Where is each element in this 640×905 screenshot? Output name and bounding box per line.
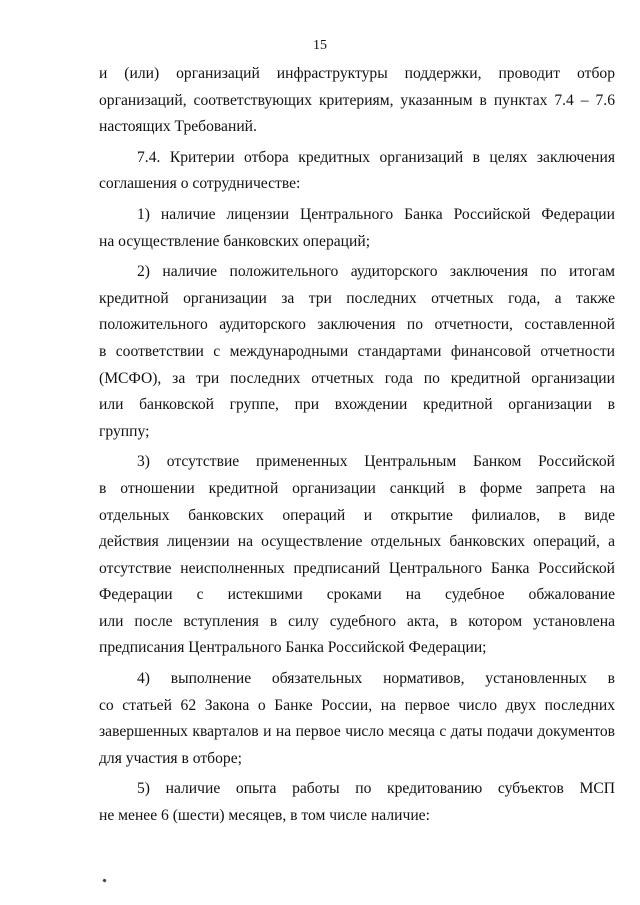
text-line: соглашения о сотрудничестве: [99, 175, 301, 193]
section-heading-line: 7.4. Критерии отбора кредитных организаций в целях заключения [137, 148, 615, 166]
text-line: со статьей 62 Закона о Банке России, на первое число двух последних [99, 696, 615, 714]
text-line: в соответствии с международными стандартами финансовой отчетности [99, 342, 615, 360]
text-line: Федерации с истекшими сроками на судебное обжалование [99, 586, 615, 604]
text-line: положительного аудиторского заключения по отчетности, составленной [99, 316, 615, 334]
text-line: 3) отсутствие примененных Центральным Банком Российской [137, 453, 615, 471]
text-line: настоящих Требований. [99, 118, 257, 136]
text-line: для участия в отборе; [99, 749, 242, 767]
text-line: в отношении кредитной организации санкций в форме запрета на [99, 479, 615, 497]
text-line: 5) наличие опыта работы по кредитованию субъектов МСП [137, 780, 615, 798]
list-item-1 [99, 202, 615, 255]
list-item-5 [99, 776, 615, 829]
text-line: на осуществление банковских операций; [99, 232, 371, 250]
page-number: 15 [313, 38, 327, 53]
text-line: (МСФО), за три последних отчетных года по кредитной организации [99, 369, 615, 387]
text-line: организаций, соответствующих критериям, указанным в пунктах 7.4 – 7.6 [99, 91, 615, 109]
text-line: предписания Центрального Банка Российской Федерации; [99, 639, 487, 657]
text-line: 2) наличие положительного аудиторского заключения по итогам [137, 263, 615, 281]
paragraph-intro [99, 61, 615, 141]
document-body [99, 61, 615, 830]
text-line: 4) выполнение обязательных нормативов, установленных в [137, 670, 615, 688]
text-line: 1) наличие лицензии Центрального Банка Российской Федерации [137, 205, 615, 223]
list-item-2 [99, 259, 615, 445]
text-line: группу; [99, 422, 150, 440]
list-item-4 [99, 666, 615, 772]
text-line: не менее 6 (шести) месяцев, в том числе наличие: [99, 807, 430, 825]
text-line: или банковской группе, при вхождении кредитной организации в [99, 396, 615, 414]
text-line: отсутствие неисполненных предписаний Центрального Банка Российской [99, 559, 615, 577]
text-line: или после вступления в силу судебного акта, в котором установлена [99, 612, 615, 630]
text-line: отдельных банковских операций и открытие филиалов, в виде [99, 506, 615, 524]
text-line: завершенных кварталов и на первое число месяца с даты подачи документов [99, 723, 615, 741]
list-item-3 [99, 449, 615, 662]
text-line: кредитной организации за три последних отчетных года, а также [99, 289, 615, 307]
scan-speck [102, 878, 106, 882]
text-line: действия лицензии на осуществление отдельных банковских операций, а [99, 533, 615, 551]
paragraph-section-7-4 [99, 145, 615, 198]
text-line: и (или) организаций инфраструктуры поддержки, проводит отбор [99, 65, 615, 82]
